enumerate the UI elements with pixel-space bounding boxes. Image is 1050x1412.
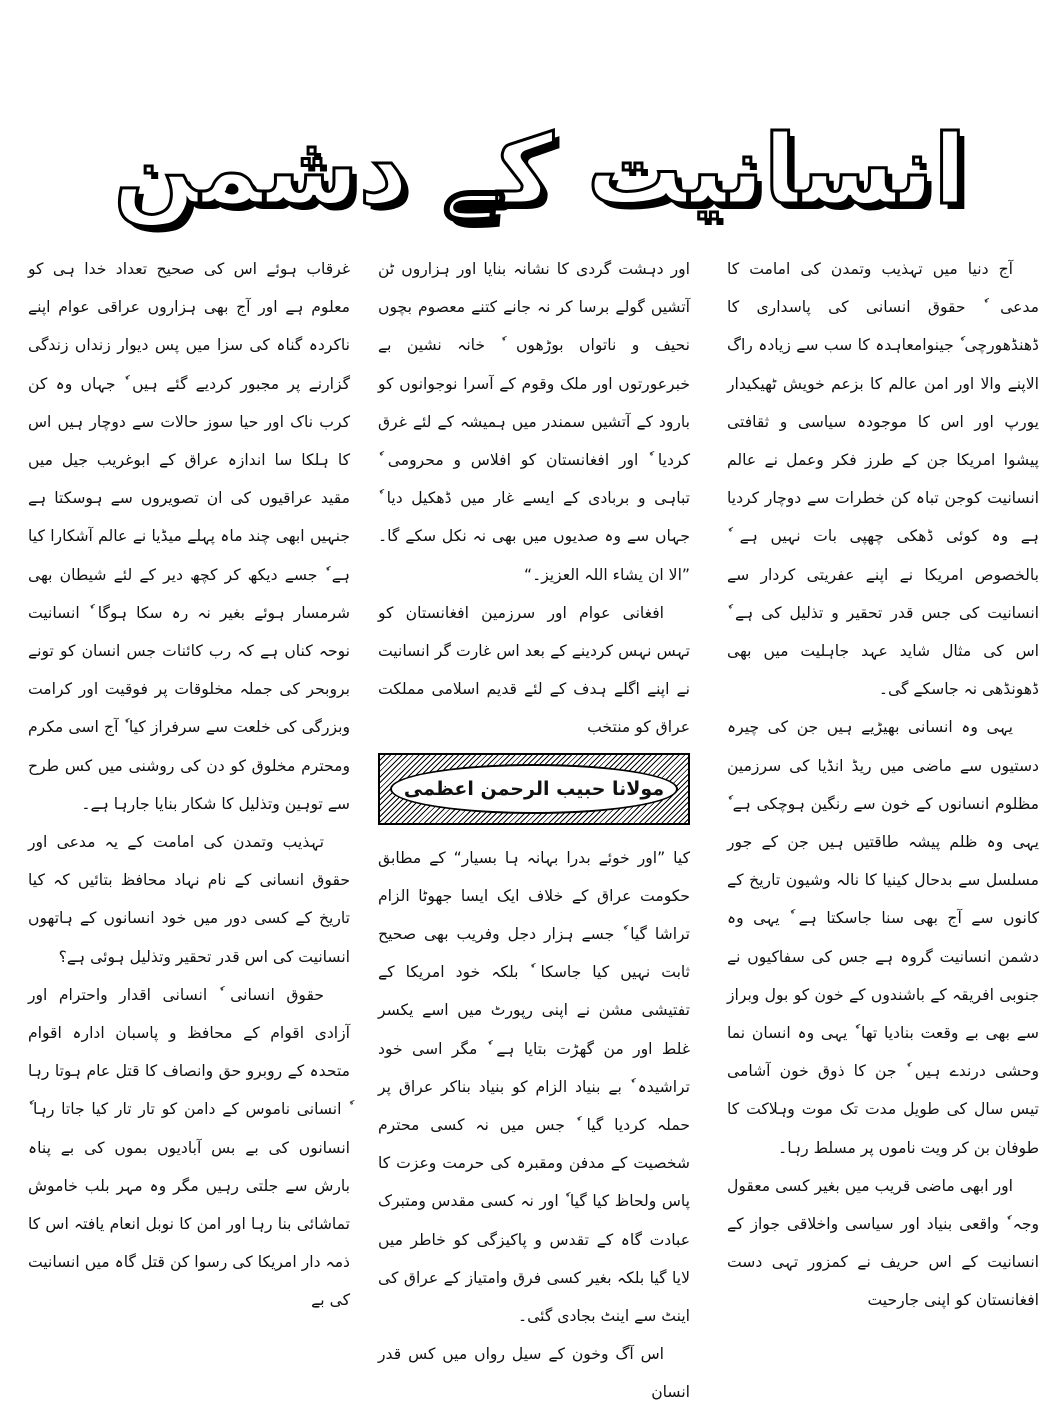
- paragraph: اور ابھی ماضی قریب میں بغیر کسی معقول وجہ ٗ واقعی بنیاد اور سیاسی واخلاقی جواز کے انسانیت کے اس حریف نے کمزور تہی دست افغانستان کو اپنی جارحیت: [727, 1176, 1039, 1310]
- paragraph: اس آگ وخون کے سیل رواں میں کس قدر انسان: [378, 1345, 690, 1402]
- column-middle: [378, 250, 690, 1412]
- paragraph: تہذیب وتمدن کی امامت کے یہ مدعی اور حقوق انسانی کے نام نہاد محافظ بتائیں کہ کیا تاریخ کے کسی دور میں خود انسانوں کے ہاتھوں انسانیت کی اس قدر تحقیر وتذلیل ہوئی ہے؟: [28, 833, 350, 966]
- paragraph: کیا ”اور خوئے بدرا بہانہ ہا بسیار“ کے مطابق حکومت عراق کے خلاف ایک ایسا جھوٹا الزام تراشا گیا ٗ جسے ہزار دجل وفریب بھی صحیح ثابت نہیں کیا جاسکا ٗ بلکہ خود امریکا کے تفتیشی مشن نے اپنی رپورٹ میں اسے یکسر غلط اور من گھڑت بتایا ہے ٗ مگر اسی خود تراشیدہ ٗ بے بنیاد الزام کو بنیاد بناکر عراق پر حملہ کردیا گیا ٗ جس میں نہ کسی محترم شخصیت کے مدفن ومقبرہ کی حرمت وعزت کا پاس ولحاظ کیا گیا ٗ اور نہ کسی مقدس ومتبرک عبادت گاہ کے تقدس و پاکیزگی کو خاطر میں لایا گیا بلکہ بغیر کسی فرق وامتیاز کے عراق کی اینٹ سے اینٹ بجادی گئی۔: [378, 848, 690, 1326]
- title-text: انسانیت کے دشمن: [113, 114, 967, 226]
- author-oval: [390, 764, 678, 814]
- paragraph: غرقاب ہوئے اس کی صحیح تعداد خدا ہی کو معلوم ہے اور آج بھی ہزاروں عراقی عوام اپنے ناکردہ گناہ کی سزا میں پس دیوار زنداں زندگی گزارنے پر مجبور کردیے گئے ہیں ٗ جہاں وہ کن کرب ناک اور حیا سوز حالات سے دوچار ہیں اس کا ہلکا سا اندازہ عراق کے ابوغریب جیل میں مقید عراقیوں کی ان تصویروں سے ہوسکتا ہے جنہیں ابھی چند ماہ پہلے میڈیا نے عالم آشکارا کیا ہے ٗ جسے دیکھ کر کچھ دیر کے لئے شیطان بھی شرمسار ہوئے بغیر نہ رہ سکا ہوگا ٗ انسانیت نوحہ کناں ہے کہ رب کائنات جس انسان کو تونے بروبحر کی جملہ مخلوقات پر فوقیت اور کرامت وبزرگی کی خلعت سے سرفراز کیا ٗ آج اسی مکرم ومحترم مخلوق کو دن کی روشنی میں کس طرح سے توہین وتذلیل کا شکار بنایا جارہا ہے۔: [28, 260, 350, 813]
- author-name: مولانا حبیب الرحمن اعظمی: [403, 777, 665, 800]
- paragraph: حقوق انسانی ٗ انسانی اقدار واحترام اور آزادی اقوام کے محافظ و پاسبان ادارہ اقوام متحدہ کے روبرو حق وانصاف کا قتل عام ہوتا رہا ٗ انسانی ناموس کے دامن کو تار تار کیا جاتا رہا ٗ انسانوں کی بے بس آبادیوں بموں کی بے پناہ بارش سے جلتی رہیں مگر وہ مہر بلب خاموش تماشائی بنا رہا اور امن کا نوبل انعام یافتہ اس کا ذمہ دار امریکا کی رسوا کن قتل گاہ میں انسانیت کی بے: [28, 985, 350, 1310]
- paragraph: اور دہشت گردی کا نشانہ بنایا اور ہزاروں ٹن آتشیں گولے برسا کر نہ جانے کتنے معصوم بچوں نحیف و ناتواں بوڑھوں ٗ خانہ نشین بے خبرعورتوں اور ملک وقوم کے آسرا نوجوانوں کو بارود کے آتشیں سمندر میں ہمیشہ کے لئے غرق کردیا ٗ اور افغانستان کو افلاس و محرومی ٗ تباہی و بربادی کے ایسے غار میں ڈھکیل دیا ٗ جہاں سے وہ صدیوں میں بھی نہ نکل سکے گا۔ ”الا ان یشاء اللہ العزیز۔“: [378, 260, 690, 584]
- author-box: [378, 753, 690, 825]
- paragraph: یہی وہ انسانی بھیڑیے ہیں جن کی چیرہ دستیوں سے ماضی میں ریڈ انڈیا کی سرزمین مظلوم انسانوں کے خون سے رنگین ہوچکی ہے ٗ یہی وہ ظلم پیشہ طاقتیں ہیں جن کے جور مسلسل سے بدحال کینیا کا نالہ وشیون تاریخ کے کانوں سے آج بھی سنا جاسکتا ہے ٗ یہی وہ دشمن انسانیت گروہ ہے جس کی سفاکیوں نے جنوبی افریقہ کے باشندوں کے خون کو بول وبراز سے بھی بے وقعت بنادیا تھا ٗ یہی وہ انسان نما وحشی درندے ہیں ٗ جن کا ذوق خون آشامی تیس سال کی طویل مدت تک موت وہلاکت کا طوفان بن کر ویت ناموں پر مسلط رہا۔: [727, 718, 1039, 1157]
- page-title: [100, 115, 980, 225]
- paragraph: آج دنیا میں تہذیب وتمدن کی امامت کا مدعی ٗ حقوق انسانی کی پاسداری کا ڈھنڈھورچی ٗ جینوامعاہدہ کا سب سے زیادہ راگ الاپنے والا اور امن عالم کا بزعم خویش ٹھیکیدار یورپ اور اس کا موجودہ سیاسی و ثقافتی پیشوا امریکا جن کے طرز فکر وعمل نے عالم انسانیت کوجن تباہ کن خطرات سے دوچار کردیا ہے وہ کوئی ڈھکی چھپی بات نہیں ہے ٗ بالخصوص امریکا نے اپنے عفریتی کردار سے انسانیت کی جس قدر تحقیر و تذلیل کی ہے ٗ اس کی مثال شاید عہد جاہلیت میں بھی ڈھونڈھی نہ جاسکے گی۔: [727, 260, 1039, 699]
- column-right: [727, 250, 1039, 1320]
- paragraph: افغانی عوام اور سرزمین افغانستان کو تہس نہس کردینے کے بعد اس غارت گر انسانیت نے اپنے اگلے ہدف کے لئے قدیم اسلامی مملکت عراق کو منتخب: [378, 603, 690, 737]
- column-left: [28, 250, 350, 1320]
